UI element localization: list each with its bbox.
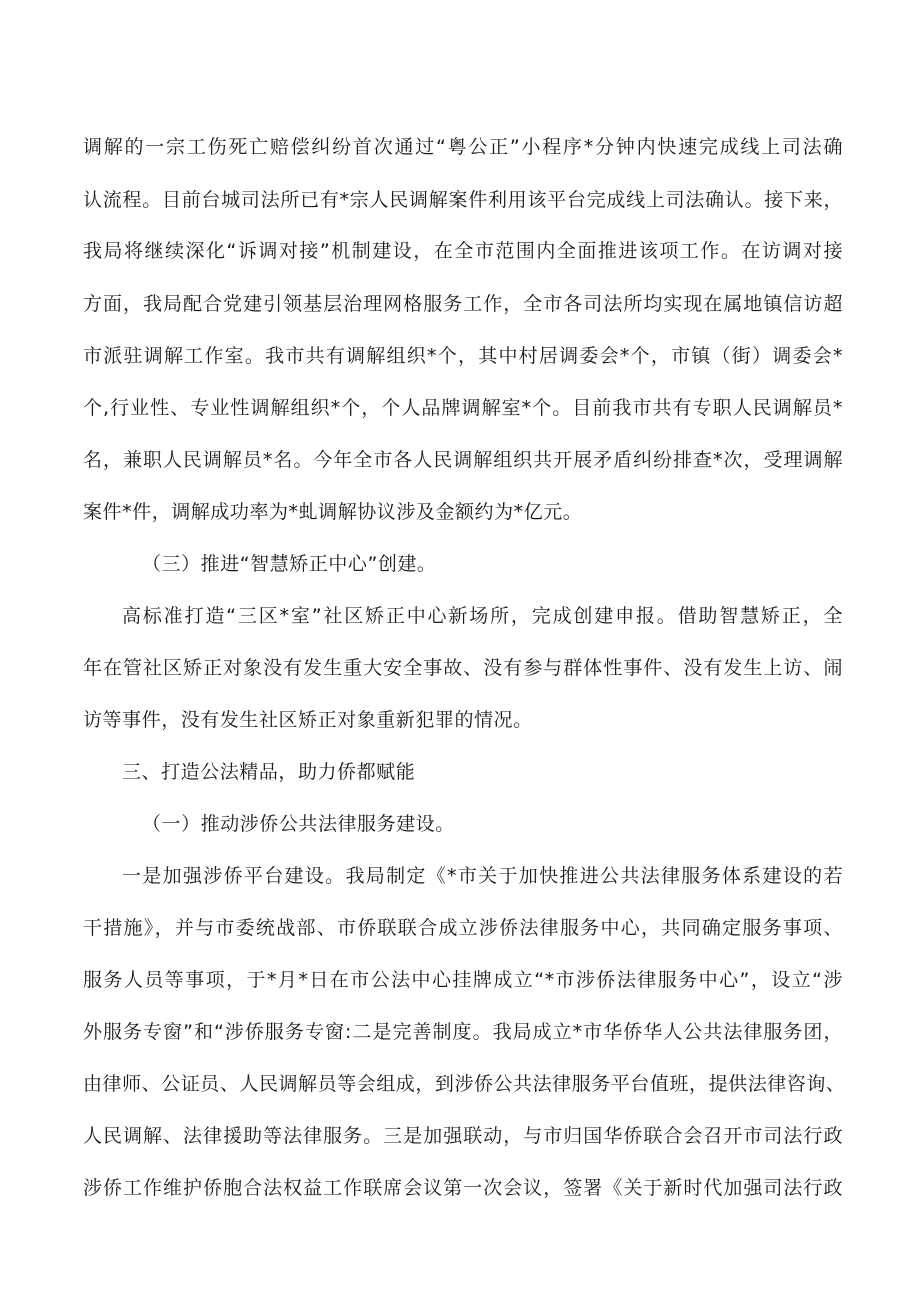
body-text-line: 名，兼职人民调解员*名。今年全市各人民调解组织共开展矛盾纠纷排查*次，受理调解 xyxy=(83,449,843,471)
body-text-line: 调解的一宗工伤死亡赔偿纠纷首次通过“粤公正”小程序*分钟内快速完成线上司法确 xyxy=(83,136,843,158)
body-text-line: 年在管社区矫正对象没有发生重大安全事故、没有参与群体性事件、没有发生上访、闹 xyxy=(83,657,843,679)
body-text-line: 人民调解、法律援助等法律服务。三是加强联动，与市归国华侨联合会召开市司法行政 xyxy=(83,1125,843,1147)
body-text-line: 我局将继续深化“诉调对接”机制建设，在全市范围内全面推进该项工作。在访调对接 xyxy=(83,240,843,262)
body-text-line: 服务人员等事项，于*月*日在市公法中心挂牌成立“*市涉侨法律服务中心”，设立“涉 xyxy=(83,969,843,991)
body-text-line: 方面，我局配合党建引领基层治理网格服务工作，全市各司法所均实现在属地镇信访超 xyxy=(83,293,843,315)
body-text-line: 市派驻调解工作室。我市共有调解组织*个，其中村居调委会*个，市镇（街）调委会* xyxy=(83,345,843,367)
body-text-line: 涉侨工作维护侨胞合法权益工作联席会议第一次会议，签署《关于新时代加强司法行政 xyxy=(83,1177,843,1199)
body-text-line: 个,行业性、专业性调解组织*个，个人品牌调解室*个。目前我市共有专职人民调解员* xyxy=(83,397,843,419)
body-text-line: 干措施》，并与市委统战部、市侨联联合成立涉侨法律服务中心，共同确定服务事项、 xyxy=(83,917,843,939)
body-text-line: 外服务专窗”和“涉侨服务专窗:二是完善制度。我局成立*市华侨华人公共法律服务团， xyxy=(83,1021,843,1043)
section-heading-1: （一）推动涉侨公共法律服务建设。 xyxy=(142,813,455,835)
body-text-line: 访等事件，没有发生社区矫正对象重新犯罪的情况。 xyxy=(83,709,533,731)
chapter-heading: 三、打造公法精品，助力侨都赋能 xyxy=(122,761,416,783)
body-text-line: 案件*件，调解成功率为*虬调解协议涉及金额约为*亿元。 xyxy=(83,501,583,523)
body-text-line: 认流程。目前台城司法所已有*宗人民调解案件利用该平台完成线上司法确认。接下来， xyxy=(83,189,843,211)
body-text-line: 一是加强涉侨平台建设。我局制定《*市关于加快推进公共法律服务体系建设的若 xyxy=(122,865,843,887)
body-text-line: 由律师、公证员、人民调解员等会组成，到涉侨公共法律服务平台值班，提供法律咨询、 xyxy=(83,1073,846,1095)
body-text-line: 高标准打造“三区*室”社区矫正中心新场所，完成创建申报。借助智慧矫正，全 xyxy=(122,605,843,627)
section-heading-3: （三）推进“智慧矫正中心”创建。 xyxy=(142,553,437,575)
